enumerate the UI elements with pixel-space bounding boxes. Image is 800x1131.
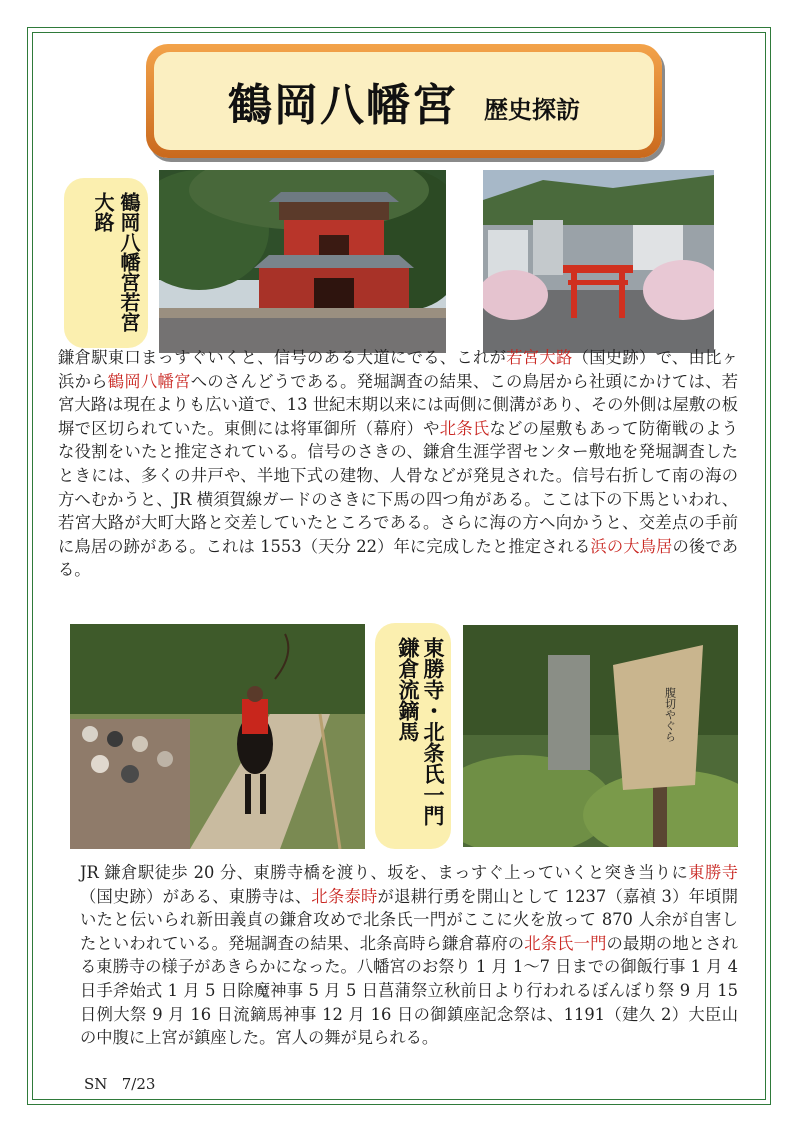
text-segment: JR 鎌倉駅徒歩 20 分、東勝寺橋を渡り、坂を、まっすぐ上っていくと突き当りに: [80, 863, 689, 882]
footer: [84, 1075, 155, 1093]
text-segment: などの屋敷もあって防衛戦のような役割をいたと推定されている。信号のさきの、鎌倉生涯学習センター敷地を発堀調査したときには、多くの井戸や、半地下式の建物、人骨などが発見された。信号右折して南の海の方へむかうと、JR 横須賀線ガードのさきに下馬の四つ角がある。ここは下の下馬といわれ、若宮大路が大町大路と交差していたところである。さらに海の方へ向かうと、交差点の手前に鳥居の跡がある。これは 1553（天分 22）年に完成したと推定される: [58, 418, 738, 556]
footer-date: 7/23: [121, 1075, 156, 1093]
text-segment: の最期の地とされる東勝寺の様子があきらかになった。八幡宮のお祭り 1 月 1〜7 日までの御飯行事 1 月 4 日手斧始式 1 月 5 日除魔神事 5 月 5 日菖蒲祭立秋前日より行われるぼんぼり祭 9 月 15 日例大祭 9 月 16 日流鏑馬神事 12 月 16 日の御鎮座記念祭は、1191（建久 2）大臣山の中腹に上宮が鎮座した。宮人の舞が見られる。: [80, 933, 738, 1048]
page-subtitle: 歴史探訪: [484, 95, 580, 124]
section1-paragraph: [58, 346, 738, 582]
highlight-term: 北条氏一門: [524, 933, 607, 953]
harakiri-yagura-photo: [463, 625, 738, 847]
sign-text: 腹切やぐら: [663, 687, 677, 742]
yabusame-photo: [70, 624, 365, 849]
footer-initials: SN: [84, 1075, 108, 1093]
wakamiya-oji-photo: [483, 170, 714, 353]
highlight-term: 北条氏: [439, 418, 490, 438]
page-title: 鶴岡八幡宮: [228, 80, 458, 131]
title-box: [154, 52, 654, 150]
text-segment: へのさんどうである。発堀調査の結果、この鳥居から社頭にかけては、若宮大路は現在よりも広い道で、13 世紀末期以来には両側に側溝があり、その外側は屋敷の板塀で区切られていた。東側には将軍御所（幕府）や: [58, 371, 738, 438]
highlight-term: 東勝寺: [688, 863, 738, 882]
highlight-term: 若宮大路: [506, 348, 573, 367]
title-banner: [146, 44, 662, 158]
text-segment: が退耕行勇を開山として 1237（嘉禎 3）年頃開いたと伝いられ新田義貞の鎌倉攻めで北条氏一門がここに火を放って 870 人余が自害したといわれている。発堀調査の結果、北条高時ら鎌倉幕府の: [80, 886, 738, 953]
section2-label: 東勝寺・北条氏一門鎌倉流鏑馬: [375, 623, 451, 849]
highlight-term: 浜の大鳥居: [590, 536, 673, 556]
text-segment: （国史跡）がある、東勝寺は、: [80, 886, 312, 906]
highlight-term: 鶴岡八幡宮: [107, 371, 191, 391]
text-segment: の後である。: [58, 536, 738, 580]
shrine-photo: [159, 170, 446, 353]
section2-paragraph: [80, 861, 738, 1050]
highlight-term: 北条泰時: [311, 886, 378, 906]
text-segment: 鎌倉駅東口まっすぐいくと、信号のある大道にでる、これが: [58, 348, 507, 367]
section1-label: 鶴岡八幡宮若宮大路: [64, 178, 148, 348]
text-segment: （国史跡）で、由比ヶ浜から: [58, 348, 738, 391]
